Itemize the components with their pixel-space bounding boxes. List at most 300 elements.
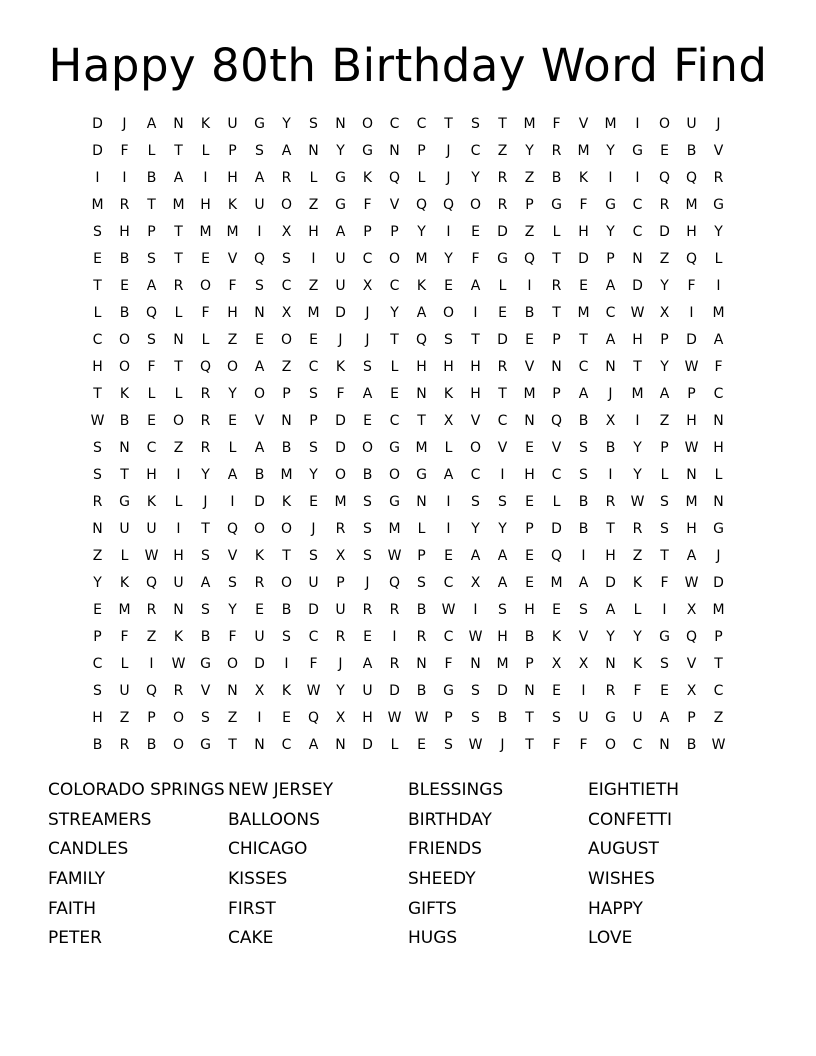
grid-letter: N <box>524 413 535 429</box>
grid-letter: L <box>390 737 399 753</box>
grid-letter: V <box>470 413 481 429</box>
grid-letter: N <box>173 116 184 132</box>
grid-letter: K <box>551 629 562 645</box>
grid-letter: L <box>174 494 183 510</box>
grid-letter: R <box>605 494 616 510</box>
grid-letter: P <box>363 224 372 240</box>
grid-letter: Z <box>659 251 670 267</box>
grid-letter: I <box>176 467 181 483</box>
grid-letter: S <box>282 629 291 645</box>
word-list-item: LOVE <box>588 928 633 949</box>
grid-letter: G <box>713 197 724 213</box>
grid-letter: X <box>281 224 292 240</box>
grid-letter: N <box>659 737 670 753</box>
grid-letter: G <box>416 467 427 483</box>
grid-letter: W <box>306 683 321 699</box>
grid-letter: A <box>308 737 319 753</box>
grid-letter: C <box>632 197 643 213</box>
grid-letter: C <box>497 413 508 429</box>
grid-letter: Y <box>714 224 723 240</box>
grid-letter: V <box>686 656 697 672</box>
grid-letter: M <box>523 386 536 402</box>
grid-letter: Q <box>442 197 455 213</box>
grid-letter: U <box>686 116 697 132</box>
grid-letter: N <box>119 440 130 456</box>
grid-row <box>84 354 732 381</box>
grid-letter: E <box>498 305 507 321</box>
grid-letter: X <box>686 602 697 618</box>
grid-letter: N <box>92 521 103 537</box>
grid-letter: L <box>120 656 129 672</box>
grid-letter: U <box>308 575 319 591</box>
grid-row <box>84 219 732 246</box>
grid-letter: R <box>173 278 184 294</box>
grid-letter: F <box>660 575 669 591</box>
grid-letter: B <box>146 170 157 186</box>
grid-letter: A <box>146 116 157 132</box>
grid-letter: H <box>200 197 211 213</box>
grid-letter: N <box>632 251 643 267</box>
grid-letter: C <box>632 224 643 240</box>
grid-letter: Y <box>336 143 345 159</box>
grid-letter: F <box>579 737 588 753</box>
grid-letter: G <box>254 116 265 132</box>
grid-letter: I <box>635 116 640 132</box>
grid-letter: S <box>201 710 210 726</box>
word-list-item: CHICAGO <box>228 839 308 860</box>
grid-letter: Z <box>227 332 238 348</box>
grid-letter: S <box>309 116 318 132</box>
grid-letter: W <box>684 359 699 375</box>
grid-letter: F <box>552 737 561 753</box>
grid-letter: I <box>446 494 451 510</box>
grid-letter: A <box>497 548 508 564</box>
grid-letter: T <box>93 278 102 294</box>
grid-letter: H <box>686 413 697 429</box>
grid-letter: Q <box>550 413 563 429</box>
grid-letter: D <box>632 278 643 294</box>
grid-letter: F <box>471 251 480 267</box>
grid-letter: K <box>254 548 265 564</box>
grid-letter: U <box>335 251 346 267</box>
grid-letter: E <box>525 575 534 591</box>
grid-letter: S <box>471 710 480 726</box>
grid-letter: B <box>605 440 616 456</box>
grid-letter: A <box>578 386 589 402</box>
grid-letter: K <box>281 494 292 510</box>
grid-letter: X <box>686 683 697 699</box>
grid-letter: C <box>605 305 616 321</box>
grid-letter: T <box>390 332 399 348</box>
grid-letter: E <box>255 332 264 348</box>
grid-row <box>84 732 732 759</box>
grid-letter: K <box>443 386 454 402</box>
grid-letter: C <box>92 656 103 672</box>
grid-letter: B <box>578 494 589 510</box>
grid-letter: T <box>633 359 642 375</box>
grid-letter: S <box>93 467 102 483</box>
grid-letter: C <box>362 251 373 267</box>
grid-letter: M <box>577 305 590 321</box>
grid-letter: R <box>146 602 157 618</box>
grid-letter: S <box>471 683 480 699</box>
word-list-item: BALLOONS <box>228 809 320 830</box>
grid-letter: R <box>335 521 346 537</box>
grid-letter: L <box>633 602 642 618</box>
grid-letter: T <box>147 197 156 213</box>
grid-letter: H <box>605 548 616 564</box>
grid-letter: I <box>257 224 262 240</box>
grid-letter: B <box>524 305 535 321</box>
grid-letter: K <box>281 683 292 699</box>
grid-letter: A <box>254 440 265 456</box>
grid-letter: U <box>362 683 373 699</box>
grid-letter: I <box>473 305 478 321</box>
grid-letter: A <box>578 575 589 591</box>
grid-letter: H <box>173 548 184 564</box>
grid-letter: Y <box>390 305 399 321</box>
grid-letter: X <box>659 305 670 321</box>
grid-letter: T <box>660 548 669 564</box>
grid-letter: R <box>281 170 292 186</box>
grid-letter: T <box>228 737 237 753</box>
grid-letter: N <box>470 656 481 672</box>
grid-letter: V <box>713 143 724 159</box>
page-title: Happy 80th Birthday Word Find <box>48 39 768 92</box>
grid-letter: E <box>363 629 372 645</box>
grid-letter: P <box>687 386 696 402</box>
grid-row <box>84 327 732 354</box>
grid-letter: N <box>524 683 535 699</box>
grid-letter: E <box>363 413 372 429</box>
grid-letter: H <box>686 521 697 537</box>
grid-letter: Q <box>415 197 428 213</box>
grid-letter: J <box>365 332 370 348</box>
grid-letter: T <box>498 386 507 402</box>
grid-letter: V <box>200 683 211 699</box>
grid-letter: G <box>335 170 346 186</box>
grid-letter: J <box>716 116 721 132</box>
grid-letter: E <box>282 710 291 726</box>
grid-letter: E <box>660 683 669 699</box>
grid-letter: T <box>498 116 507 132</box>
grid-letter: H <box>146 467 157 483</box>
grid-letter: Y <box>282 116 291 132</box>
grid-letter: A <box>416 305 427 321</box>
grid-letter: B <box>254 467 265 483</box>
grid-letter: M <box>91 197 104 213</box>
grid-letter: Y <box>417 224 426 240</box>
grid-letter: X <box>335 710 346 726</box>
grid-letter: M <box>415 251 428 267</box>
grid-letter: T <box>174 143 183 159</box>
grid-letter: Z <box>281 359 292 375</box>
grid-letter: Z <box>308 278 319 294</box>
grid-letter: W <box>630 305 645 321</box>
grid-letter: V <box>254 413 265 429</box>
grid-letter: A <box>254 170 265 186</box>
grid-letter: S <box>417 575 426 591</box>
grid-letter: R <box>119 197 130 213</box>
grid-letter: C <box>308 629 319 645</box>
grid-letter: G <box>389 440 400 456</box>
grid-letter: K <box>335 359 346 375</box>
grid-letter: D <box>362 737 373 753</box>
grid-letter: W <box>468 737 483 753</box>
grid-letter: O <box>172 737 185 753</box>
grid-letter: P <box>660 440 669 456</box>
grid-letter: Z <box>146 629 157 645</box>
grid-letter: S <box>579 440 588 456</box>
grid-letter: K <box>119 575 130 591</box>
grid-letter: W <box>684 575 699 591</box>
grid-letter: O <box>280 332 293 348</box>
grid-letter: M <box>280 467 293 483</box>
word-list-item: HUGS <box>408 928 458 949</box>
grid-letter: C <box>632 737 643 753</box>
grid-letter: Y <box>606 629 615 645</box>
grid-letter: O <box>172 413 185 429</box>
grid-letter: X <box>335 548 346 564</box>
grid-row <box>84 246 732 273</box>
grid-letter: F <box>579 197 588 213</box>
grid-letter: N <box>173 602 184 618</box>
letter-grid <box>84 111 732 759</box>
grid-letter: R <box>254 575 265 591</box>
grid-letter: D <box>497 332 508 348</box>
grid-letter: K <box>146 494 157 510</box>
grid-letter: E <box>552 683 561 699</box>
grid-letter: C <box>416 116 427 132</box>
grid-letter: P <box>660 332 669 348</box>
grid-letter: D <box>497 224 508 240</box>
grid-letter: J <box>122 116 127 132</box>
grid-letter: M <box>577 143 590 159</box>
grid-letter: K <box>578 170 589 186</box>
grid-letter: A <box>362 656 373 672</box>
grid-letter: G <box>713 521 724 537</box>
grid-letter: S <box>363 359 372 375</box>
grid-letter: C <box>308 359 319 375</box>
grid-letter: I <box>527 278 532 294</box>
grid-letter: O <box>253 386 266 402</box>
grid-letter: S <box>309 548 318 564</box>
grid-letter: M <box>172 197 185 213</box>
grid-letter: E <box>525 440 534 456</box>
grid-letter: A <box>470 548 481 564</box>
grid-letter: R <box>659 197 670 213</box>
grid-letter: B <box>119 305 130 321</box>
grid-letter: O <box>118 359 131 375</box>
grid-letter: L <box>714 467 723 483</box>
grid-letter: W <box>144 548 159 564</box>
grid-letter: Y <box>633 629 642 645</box>
word-list-item: AUGUST <box>588 839 659 860</box>
grid-letter: H <box>227 305 238 321</box>
grid-letter: Y <box>309 467 318 483</box>
grid-letter: I <box>392 629 397 645</box>
grid-letter: T <box>579 332 588 348</box>
grid-letter: M <box>226 224 239 240</box>
grid-letter: S <box>363 494 372 510</box>
grid-letter: N <box>713 494 724 510</box>
grid-letter: F <box>714 359 723 375</box>
word-list-item: FAMILY <box>48 869 106 890</box>
grid-letter: E <box>93 602 102 618</box>
grid-letter: G <box>632 143 643 159</box>
grid-letter: O <box>199 278 212 294</box>
grid-letter: H <box>227 170 238 186</box>
grid-letter: V <box>551 440 562 456</box>
grid-row <box>84 408 732 435</box>
grid-letter: C <box>578 359 589 375</box>
word-list-item: CANDLES <box>48 839 129 860</box>
word-list-item: SHEEDY <box>408 869 476 890</box>
grid-letter: L <box>147 386 156 402</box>
grid-letter: X <box>551 656 562 672</box>
grid-letter: O <box>280 197 293 213</box>
grid-letter: W <box>684 440 699 456</box>
grid-row <box>84 435 732 462</box>
grid-letter: P <box>147 710 156 726</box>
grid-letter: G <box>389 494 400 510</box>
grid-letter: S <box>660 521 669 537</box>
word-list-item: EIGHTIETH <box>588 780 680 800</box>
grid-row <box>84 516 732 543</box>
word-list-item: FAITH <box>48 898 97 919</box>
grid-row <box>84 624 732 651</box>
grid-letter: U <box>335 602 346 618</box>
grid-letter: G <box>551 197 562 213</box>
grid-letter: Z <box>713 710 724 726</box>
grid-letter: K <box>632 656 643 672</box>
grid-letter: C <box>389 413 400 429</box>
grid-letter: G <box>362 143 373 159</box>
grid-letter: S <box>444 332 453 348</box>
grid-letter: D <box>335 305 346 321</box>
word-list-item: BIRTHDAY <box>408 809 492 830</box>
grid-letter: S <box>660 656 669 672</box>
grid-letter: K <box>173 629 184 645</box>
grid-letter: N <box>416 494 427 510</box>
grid-letter: S <box>444 737 453 753</box>
grid-letter: A <box>200 575 211 591</box>
grid-letter: P <box>606 251 615 267</box>
grid-letter: Q <box>388 170 401 186</box>
word-list-item: CONFETTI <box>588 809 672 830</box>
grid-letter: E <box>444 548 453 564</box>
grid-letter: E <box>444 278 453 294</box>
grid-letter: B <box>92 737 103 753</box>
grid-letter: I <box>122 170 127 186</box>
grid-letter: A <box>713 332 724 348</box>
grid-row <box>84 597 732 624</box>
grid-letter: F <box>687 278 696 294</box>
word-list-item: COLORADO SPRINGS <box>48 780 225 800</box>
grid-letter: E <box>147 413 156 429</box>
grid-letter: F <box>228 629 237 645</box>
grid-letter: P <box>444 710 453 726</box>
grid-letter: O <box>442 305 455 321</box>
grid-row <box>84 300 732 327</box>
grid-letter: S <box>363 521 372 537</box>
grid-letter: O <box>388 467 401 483</box>
grid-letter: P <box>552 386 561 402</box>
grid-letter: S <box>93 683 102 699</box>
grid-letter: G <box>497 251 508 267</box>
grid-letter: J <box>608 386 613 402</box>
grid-letter: U <box>227 116 238 132</box>
grid-letter: V <box>389 197 400 213</box>
grid-letter: D <box>551 521 562 537</box>
grid-letter: J <box>338 656 343 672</box>
grid-letter: R <box>416 629 427 645</box>
grid-letter: E <box>201 251 210 267</box>
grid-letter: V <box>227 548 238 564</box>
grid-letter: P <box>93 629 102 645</box>
grid-letter: H <box>416 359 427 375</box>
grid-letter: M <box>604 116 617 132</box>
grid-letter: T <box>525 710 534 726</box>
grid-letter: N <box>713 413 724 429</box>
grid-letter: E <box>660 143 669 159</box>
word-list-item: GIFTS <box>408 898 457 919</box>
grid-letter: T <box>93 386 102 402</box>
grid-letter: C <box>470 143 481 159</box>
grid-letter: I <box>662 602 667 618</box>
grid-letter: U <box>578 710 589 726</box>
grid-letter: I <box>95 170 100 186</box>
grid-letter: R <box>713 170 724 186</box>
grid-letter: R <box>389 602 400 618</box>
grid-letter: W <box>630 494 645 510</box>
grid-letter: K <box>362 170 373 186</box>
grid-letter: D <box>605 575 616 591</box>
grid-letter: N <box>254 305 265 321</box>
grid-letter: H <box>362 710 373 726</box>
grid-letter: O <box>361 440 374 456</box>
grid-letter: K <box>227 197 238 213</box>
grid-letter: A <box>605 278 616 294</box>
grid-letter: Y <box>498 521 507 537</box>
grid-letter: F <box>309 656 318 672</box>
grid-letter: Z <box>92 548 103 564</box>
grid-letter: I <box>608 467 613 483</box>
grid-letter: O <box>118 332 131 348</box>
grid-letter: T <box>552 305 561 321</box>
grid-letter: G <box>335 197 346 213</box>
grid-letter: M <box>631 386 644 402</box>
grid-letter: C <box>389 278 400 294</box>
grid-letter: J <box>716 548 721 564</box>
grid-letter: Y <box>525 143 534 159</box>
grid-letter: C <box>389 116 400 132</box>
grid-letter: D <box>497 683 508 699</box>
grid-letter: H <box>524 467 535 483</box>
word-list <box>48 776 768 954</box>
grid-letter: I <box>473 602 478 618</box>
grid-letter: G <box>605 197 616 213</box>
grid-letter: S <box>579 602 588 618</box>
grid-letter: Q <box>145 575 158 591</box>
grid-letter: X <box>605 413 616 429</box>
grid-letter: E <box>228 413 237 429</box>
word-list-item: PETER <box>48 928 102 949</box>
grid-letter: C <box>281 278 292 294</box>
grid-letter: T <box>552 251 561 267</box>
grid-letter: A <box>227 467 238 483</box>
grid-letter: N <box>227 683 238 699</box>
